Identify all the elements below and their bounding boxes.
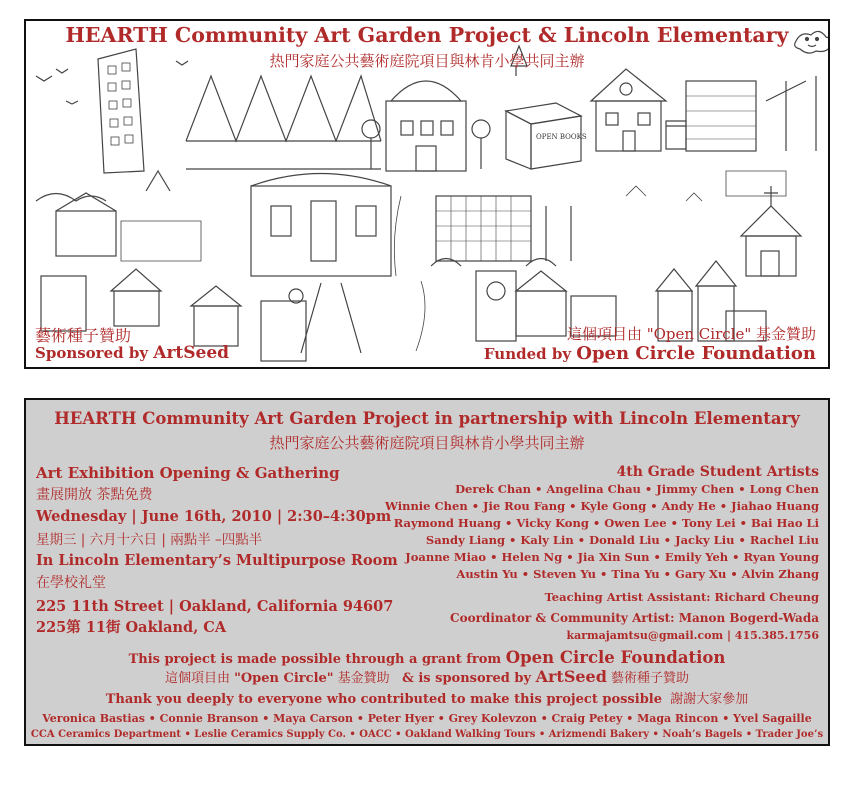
front-title: HEARTH Community Art Garden Project & Lincoln Elementary — [65, 23, 789, 47]
drawing-church — [741, 186, 801, 276]
artists-line: Winnie Chen • Jie Rou Fang • Kyle Gong • Andy He • Jiahao Huang — [385, 499, 819, 513]
sponsor-cn: 藝術種子贊助 — [35, 326, 132, 345]
sponsor-line-back — [26, 667, 828, 686]
sponsor-prefix: Sponsored by — [35, 344, 154, 362]
artists-line: Joanne Miao • Helen Ng • Jia Xin Sun • Emily Yeh • Ryan Young — [405, 550, 819, 564]
thanks-cn: 謝謝大家參加 — [670, 692, 749, 707]
drawing-gable-house — [591, 69, 666, 151]
drawing-palace-building — [251, 174, 391, 354]
drawing-clock-tower — [431, 259, 556, 342]
event-venue-cn: 在學校礼堂 — [36, 575, 106, 591]
sponsor-mid: & is sponsored by — [402, 671, 536, 686]
artists-line: Austin Yu • Steven Yu • Tina Yu • Gary Xu • Alvin Zhang — [456, 567, 819, 581]
event-address-cn: 225第 11街 Oakland, CA — [36, 619, 227, 636]
contact-info: karmajamtsu@gmail.com | 415.385.1756 — [566, 629, 819, 642]
event-name-cn: 畫展開放 茶點免费 — [36, 487, 153, 503]
drawing-grid-building — [436, 196, 571, 261]
event-address: 225 11th Street | Oakland, California 94607 — [36, 598, 394, 615]
ack-people: Veronica Bastias • Connie Branson • Maya Carson • Peter Hyer • Grey Kolevzon • Craig Petey • Maga Rincon • Yvel Sagaille — [42, 712, 812, 725]
drawing-brick-building — [666, 76, 816, 151]
artists-heading: 4th Grade Student Artists — [616, 464, 819, 480]
back-title: HEARTH Community Art Garden Project in partnership with Lincoln Elementary — [54, 409, 800, 428]
funder-prefix: Funded by — [483, 345, 577, 363]
drawing-dome-hall — [362, 81, 490, 171]
grant-line — [26, 648, 828, 667]
back-subtitle-cn: 热門家庭公共藝術庭院項目與林肯小學共同主辦 — [269, 434, 585, 452]
funder-cn: 這個項目由 "Open Circle" 基金贊助 — [566, 325, 816, 343]
artists-line: Raymond Huang • Vicky Kong • Owen Lee • Tony Lei • Bai Hao Li — [393, 516, 819, 530]
thanks-line — [26, 688, 828, 707]
funder-line — [484, 343, 816, 364]
thanks-text: Thank you deeply to everyone who contributed to make this project possible — [105, 692, 662, 707]
event-date: Wednesday | June 16th, 2010 | 2:30–4:30pm — [36, 508, 392, 525]
teaching-assistant: Teaching Artist Assistant: Richard Cheung — [544, 590, 819, 604]
drawing-gabled-roofs — [186, 76, 381, 169]
front-card — [24, 19, 830, 369]
sponsor-cn-back: 藝術種子贊助 — [606, 671, 690, 686]
event-date-cn: 星期三 | 六月十六日 | 兩點半 –四點半 — [36, 532, 263, 548]
event-venue: In Lincoln Elementary’s Multipurpose Room — [36, 552, 398, 569]
children-drawings-illustration — [26, 21, 828, 367]
artists-line: Derek Chan • Angelina Chau • Jimmy Chen • Long Chen — [455, 482, 819, 496]
ack-organizations: CCA Ceramics Department • Leslie Ceramics Supply Co. • OACC • Oakland Walking Tours • Arizmendi Bakery • Noah’s Bagels • Trader Joe’s — [30, 729, 824, 740]
front-subtitle-cn: 热門家庭公共藝術庭院項目與林肯小學共同主辦 — [269, 52, 585, 70]
sponsor-name: ArtSeed — [153, 343, 230, 363]
funder-name: Open Circle Foundation — [576, 343, 816, 364]
store-sign-text: OPEN BOOKS — [536, 133, 587, 141]
sponsor-line — [35, 343, 229, 363]
artists-line: Sandy Liang • Kaly Lin • Donald Liu • Jacky Liu • Rachel Liu — [425, 533, 819, 547]
grant-foundation: Open Circle Foundation — [505, 648, 726, 667]
drawing-farm-scene — [36, 171, 201, 261]
grant-cn-2: 基金贊助 — [333, 671, 390, 686]
grant-cn-1: 這個項目由 — [164, 671, 235, 686]
event-name: Art Exhibition Opening & Gathering — [36, 464, 340, 482]
coordinator: Coordinator & Community Artist: Manon Bogerd-Wada — [450, 611, 819, 625]
grant-quote: "Open Circle" — [234, 671, 334, 686]
grant-prefix: This project is made possible through a grant from — [128, 652, 506, 667]
sponsor-artseed: ArtSeed — [535, 667, 607, 686]
back-card — [24, 398, 830, 746]
